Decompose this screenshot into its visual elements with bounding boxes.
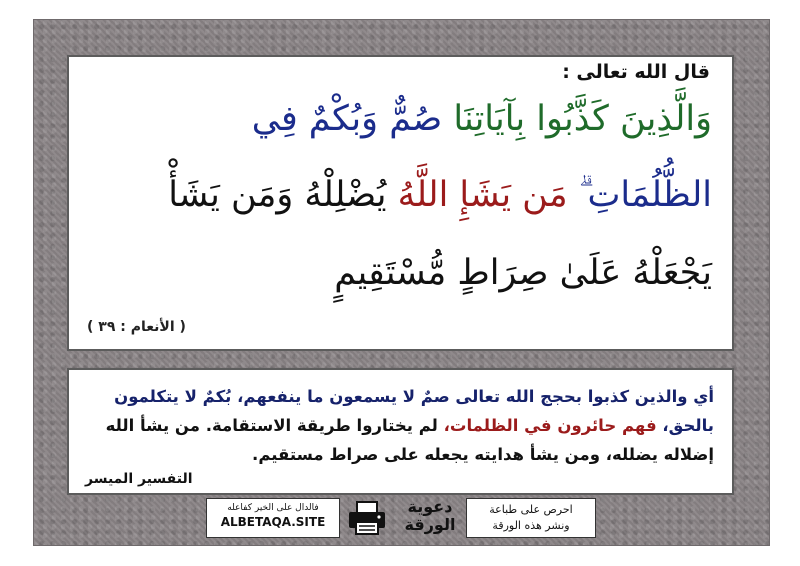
tafsir-segment-1: أي والذين كذبوا بحجج الله تعالى صمٌ لا يسمعون ما ينفعهم، بُكمٌ لا يتكلمون بالحق، bbox=[114, 387, 714, 435]
verse-line-1-part-2: صُمٌّ وَبُكْمٌ فِي bbox=[251, 99, 443, 139]
verse-line-3-part-1: يَجْعَلْهُ عَلَىٰ صِرَاطٍ مُّسْتَقِيمٍ bbox=[334, 253, 712, 293]
tafsir-segment-3: لم يختاروا طريقة الاستقامة. من يشأ الله إضلاله يضلله، ومن يشأ هدايته يجعله على صراط مستقيم. bbox=[105, 416, 714, 464]
verse-line-1 bbox=[85, 99, 712, 139]
verse-line-3 bbox=[85, 253, 712, 293]
verse-reference: ( الأنعام : ٣٩ ) bbox=[87, 319, 186, 335]
logo bbox=[400, 498, 460, 538]
verse-line-2 bbox=[85, 175, 712, 215]
slogan-line-1: احرص على طباعة bbox=[489, 503, 573, 516]
slogan-line-2: ونشر هذه الورقة bbox=[492, 519, 570, 532]
printer-icon bbox=[345, 498, 389, 538]
verse-line-2-part-3: يُضْلِلْهُ وَمَن يَشَأْ bbox=[168, 175, 387, 215]
verse-line-2-part-1: الظُّلُمَاتِ ۗ bbox=[567, 175, 712, 215]
verse-intro: قال الله تعالى : bbox=[562, 61, 710, 83]
dal-text: فالدال على الخير كفاعله bbox=[227, 503, 319, 513]
verse-line-2-part-2: مَن يَشَإِ اللَّهُ bbox=[386, 175, 568, 215]
verse-panel bbox=[67, 55, 734, 351]
site-box[interactable] bbox=[206, 498, 340, 538]
logo-line-2: الورقة bbox=[404, 515, 456, 534]
tafsir-text bbox=[87, 382, 714, 469]
tafsir-segment-2: فهم حائرون في الظلمات، bbox=[437, 416, 657, 435]
logo-line-1: دعوية bbox=[407, 497, 453, 516]
slogan-box bbox=[466, 498, 596, 538]
tafsir-source: التفسير الميسر bbox=[85, 471, 193, 487]
verse-line-1-part-1: وَالَّذِينَ كَذَّبُوا بِآيَاتِنَا bbox=[442, 99, 712, 139]
site-url[interactable]: ALBETAQA.SITE bbox=[220, 515, 326, 529]
tafsir-panel bbox=[67, 368, 734, 495]
